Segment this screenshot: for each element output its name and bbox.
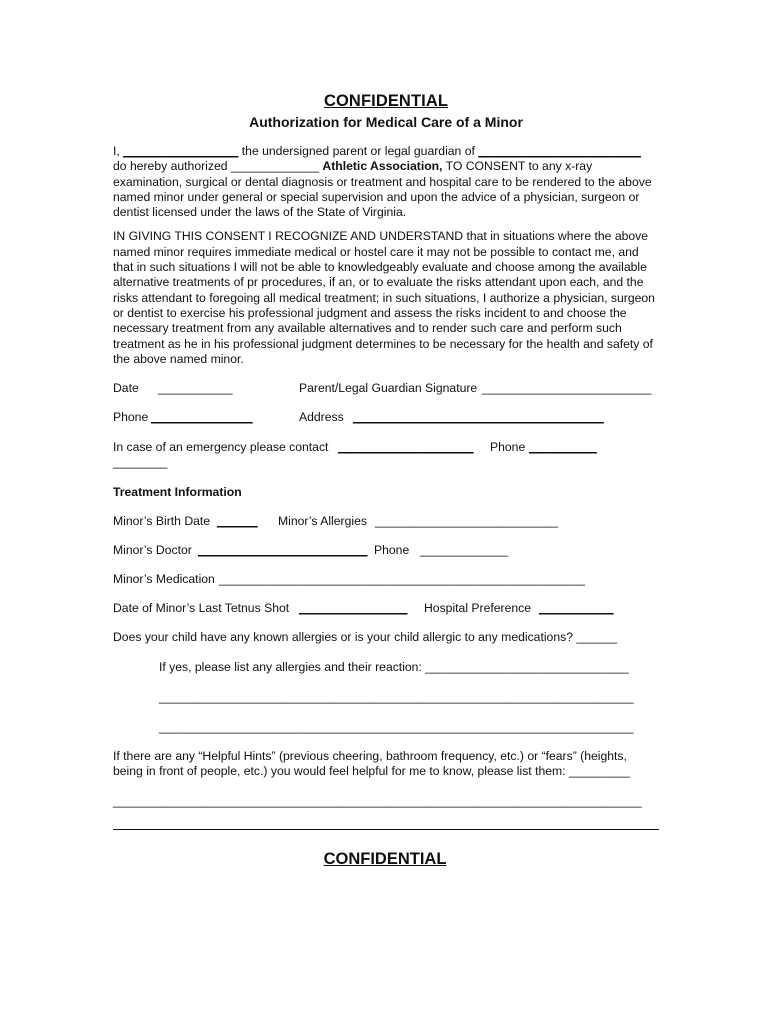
allergy-list-label[interactable]: If yes, please list any allergies and their reaction: ______________________________ <box>159 660 629 675</box>
allergy-field-line-3[interactable]: ______________________________________________________________________ <box>159 720 634 735</box>
emergency-wrap-row <box>113 455 659 470</box>
consent-text: the undersigned parent or legal guardian of <box>238 144 479 158</box>
consent-body: examination, surgical or dental diagnosis or treatment and hospital care to be rendered to the above named minor under general or special supervision and upon the advice of a physician, surgeon or dentist licensed under the laws of the State of Virginia. <box>113 174 652 220</box>
phone-address-row <box>113 410 659 425</box>
emergency-wrap-field[interactable]: ________ <box>113 455 168 470</box>
association-name: Athletic Association, <box>322 159 443 174</box>
allergies-field[interactable]: ___________________________ <box>375 514 559 529</box>
doctor-field[interactable]: _________________________ <box>198 543 368 558</box>
treatment-heading: Treatment Information <box>113 485 242 500</box>
tetnus-field[interactable]: ________________ <box>299 601 408 616</box>
address-field[interactable]: _____________________________________ <box>353 410 604 425</box>
allergy-question[interactable]: Does your child have any known allergies or is your child allergic to any medications? ______ <box>113 630 618 645</box>
helpful-hints-text[interactable]: If there are any “Helpful Hints” (previous cheering, bathroom frequency, etc.) or “fears” (heights, being in front of people, etc.) you would feel helpful for me to know, please list them: _________ <box>113 749 630 779</box>
authorize-text: do hereby authorized _____________ <box>113 159 323 174</box>
emergency-contact-row <box>113 440 659 455</box>
birth-allergies-row <box>113 514 659 529</box>
date-label: Date <box>113 381 139 396</box>
tetnus-label: Date of Minor’s Last Tetnus Shot <box>113 601 290 616</box>
medication-field[interactable]: ______________________________________________________ <box>219 572 586 587</box>
allergy-line-2 <box>113 690 659 705</box>
signature-field[interactable]: _________________________ <box>482 381 652 396</box>
doctor-row <box>113 543 659 558</box>
allergies-label: Minor’s Allergies <box>278 514 367 529</box>
consent-intro: I, <box>113 144 124 158</box>
signature-label: Parent/Legal Guardian Signature <box>299 381 478 396</box>
hospital-field[interactable]: ___________ <box>539 601 614 616</box>
emergency-contact-field[interactable]: ____________________ <box>338 440 474 455</box>
medication-row <box>113 572 659 587</box>
phone-label: Phone <box>113 410 149 425</box>
minor-name-blank[interactable]: ________________________ <box>478 144 641 158</box>
address-label: Address <box>299 410 344 425</box>
tetnus-hospital-row <box>113 601 659 616</box>
doctor-label: Minor’s Doctor <box>113 543 192 558</box>
allergy-list-row <box>113 660 659 675</box>
allergy-line-3 <box>113 720 659 735</box>
hospital-label: Hospital Preference <box>424 601 532 616</box>
phone-field[interactable]: _______________ <box>151 410 253 425</box>
recognition-paragraph: IN GIVING THIS CONSENT I RECOGNIZE AND UNDERSTAND that in situations where the above named minor requires immediate medical or hostel care it may not be possible to contact me, and that in such situations I will not be able to knowledgeably evaluate and choose among the available alternative treatments of pr procedures, if an, or to evaluate the risks attendant upon each, and the risks attendant to foregoing all medical treatment; in such situations, I authorize a physician, surgeon or dentist to exercise his professional judgment and assess the risks incident to and choose the necessary treatment from any available alternatives and to render such care and perform such treatment as he in his professional judgment determines to be necessary for the health and safety of the above named minor. <box>113 229 655 366</box>
doctor-phone-label: Phone <box>374 543 410 558</box>
divider-line <box>113 829 659 830</box>
birth-date-label: Minor’s Birth Date <box>113 514 211 529</box>
birth-date-field[interactable]: ______ <box>217 514 258 529</box>
date-field[interactable]: ___________ <box>158 381 233 396</box>
footer-title: CONFIDENTIAL <box>323 850 447 868</box>
form-subtitle: Authorization for Medical Care of a Minor <box>249 114 523 130</box>
emergency-label: In case of an emergency please contact <box>113 440 329 455</box>
doctor-phone-field[interactable]: _____________ <box>420 543 509 558</box>
consent-xray-text: TO CONSENT to any x-ray <box>442 159 593 174</box>
emergency-phone-label: Phone <box>490 440 526 455</box>
guardian-name-blank[interactable]: _________________ <box>123 144 239 158</box>
page-title: CONFIDENTIAL <box>323 92 449 110</box>
hints-field-line-2[interactable]: ______________________________________________________________________________ <box>113 793 642 808</box>
form-page <box>113 92 659 809</box>
medication-label: Minor’s Medication <box>113 572 215 587</box>
allergy-field-line-2[interactable]: ______________________________________________________________________ <box>159 690 634 705</box>
allergy-question-row <box>113 630 659 645</box>
emergency-phone-field[interactable]: __________ <box>529 440 597 455</box>
hints-line-2 <box>113 794 659 809</box>
consent-paragraph <box>113 144 659 220</box>
date-signature-row <box>113 381 659 396</box>
